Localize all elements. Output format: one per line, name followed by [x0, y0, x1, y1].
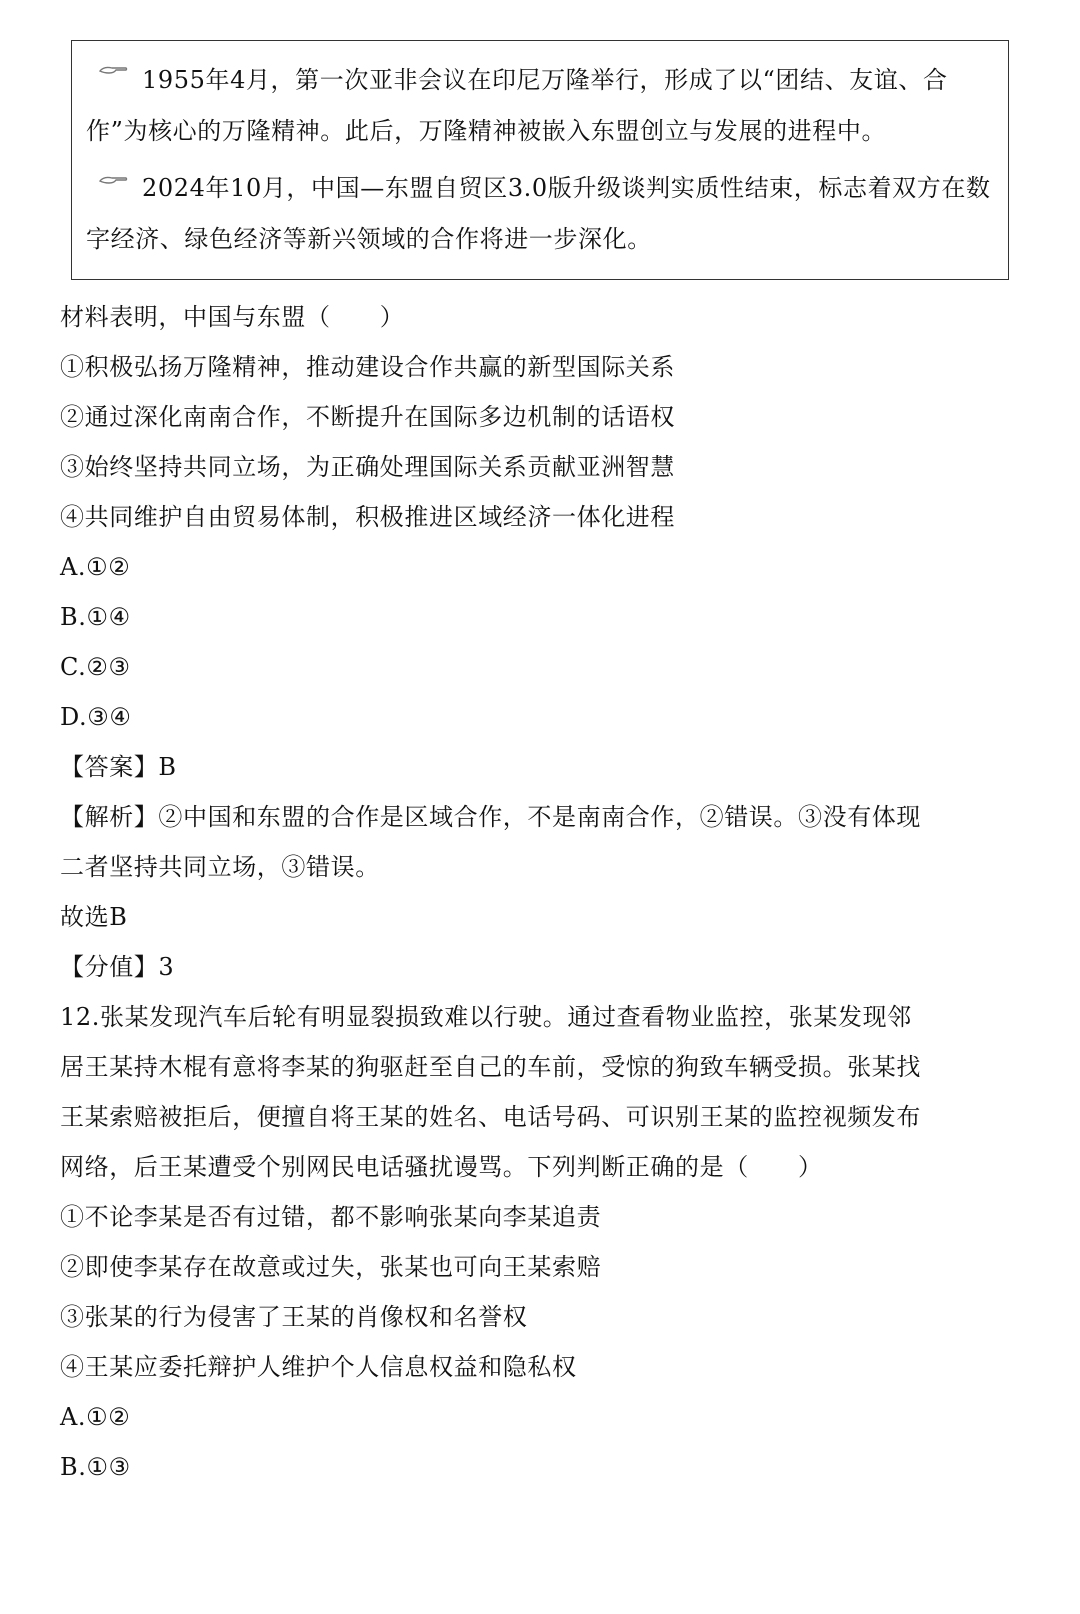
material-paragraph-1: 1955年4月，第一次亚非会议在印尼万隆举行，形成了以“团结、友谊、合作”为核心的万隆精神。此后，万隆精神被嵌入东盟创立与发展的进程中。: [86, 66, 948, 145]
q12-option-a: A.①②: [60, 1403, 131, 1431]
q11-option-d: D.③④: [60, 703, 132, 731]
q12-statement-4: ④王某应委托辩护人维护个人信息权益和隐私权: [60, 1353, 577, 1381]
q11-statement-2: ②通过深化南南合作，不断提升在国际多边机制的话语权: [60, 403, 675, 431]
q11-analysis-line-1: 【解析】②中国和东盟的合作是区域合作，不是南南合作，②错误。③没有体现: [60, 803, 921, 831]
q11-statement-4: ④共同维护自由贸易体制，积极推进区域经济一体化进程: [60, 503, 675, 531]
q11-score: 【分值】3: [60, 953, 175, 981]
q11-conclusion: 故选B: [60, 903, 128, 931]
material-box: [71, 40, 1009, 280]
q12-option-b: B.①③: [60, 1453, 131, 1481]
q11-analysis-line-2: 二者坚持共同立场，③错误。: [60, 853, 380, 881]
q11-option-b: B.①④: [60, 603, 131, 631]
q11-answer: 【答案】B: [60, 753, 177, 781]
q12-stem-line-1: 12.张某发现汽车后轮有明显裂损致难以行驶。通过查看物业监控，张某发现邻: [60, 1003, 912, 1031]
material-paragraph-2: 2024年10月，中国—东盟自贸区3.0版升级谈判实质性结束，标志着双方在数字经济、绿色经济等新兴领域的合作将进一步深化。: [86, 174, 991, 253]
q11-statement-3: ③始终坚持共同立场，为正确处理国际关系贡献亚洲智慧: [60, 453, 675, 481]
q12-stem-line-3: 王某索赔被拒后，便擅自将王某的姓名、电话号码、可识别王某的监控视频发布: [60, 1103, 921, 1131]
q11-option-c: C.②③: [60, 653, 131, 681]
q12-statement-3: ③张某的行为侵害了王某的肖像权和名誉权: [60, 1303, 528, 1331]
q12-statement-1: ①不论李某是否有过错，都不影响张某向李某追责: [60, 1203, 602, 1231]
q12-statement-2: ②即使李某存在故意或过失，张某也可向王某索赔: [60, 1253, 602, 1281]
q11-statement-1: ①积极弘扬万隆精神，推动建设合作共赢的新型国际关系: [60, 353, 675, 381]
q12-stem-line-2: 居王某持木棍有意将李某的狗驱赶至自己的车前，受惊的狗致车辆受损。张某找: [60, 1053, 921, 1081]
question-11-stem: 材料表明，中国与东盟（ ）: [60, 303, 405, 331]
q11-option-a: A.①②: [60, 553, 131, 581]
q12-stem-line-4: 网络，后王某遭受个别网民电话骚扰谩骂。下列判断正确的是（ ）: [60, 1153, 823, 1181]
